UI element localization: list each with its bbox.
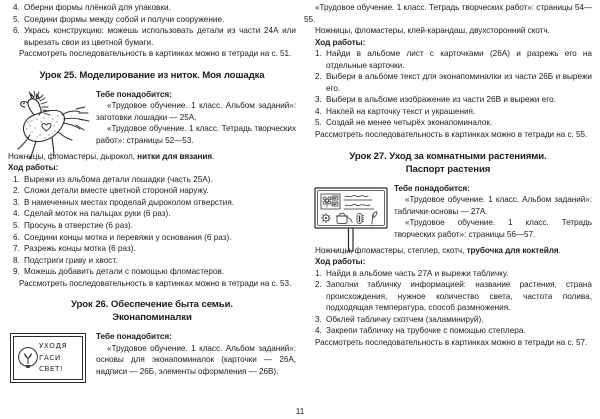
list-text: Оберни формы плёнкой для упаковки. [24, 3, 171, 12]
list-text: Найди в альбоме часть 27А и вырежи табличку. [326, 268, 509, 278]
list-number: 4. [315, 106, 322, 116]
lesson-27-materials: Ножницы, фломастеры, степлер, скотч, трубочка для коктейля. [315, 245, 561, 255]
need-heading: Тебе понадобится: [96, 89, 172, 99]
need-item: «Трудовое обучение. 1 класс. Альбом заданий»: основы для эконапоминалок (карточки — 26А, надписи — 26Б, элементы оформления — 26В). [96, 343, 296, 376]
list-number: 1. [13, 174, 20, 184]
list-number: 4. [315, 326, 322, 336]
need-heading: Тебе понадобится: [96, 332, 172, 342]
list-text: Подстриги гриву и хвост. [24, 255, 118, 265]
lesson-27-steps-heading: Ход работы: [315, 257, 366, 267]
lesson-26-materials-block [8, 331, 296, 393]
list-item [304, 268, 592, 280]
page-number: 11 [295, 407, 305, 416]
list-number: 1. [315, 49, 322, 59]
lesson-27-need-text [394, 183, 592, 241]
list-item [304, 325, 592, 337]
list-item [8, 232, 296, 244]
need-heading: Тебе понадобится: [394, 183, 470, 193]
plant-passport-sign-illustration [312, 185, 396, 253]
list-number: 9. [13, 267, 20, 277]
list-item [8, 2, 296, 14]
list-number: 7. [13, 244, 20, 254]
list-item [304, 48, 592, 71]
list-number: 3. [315, 95, 322, 105]
list-number: 8. [13, 255, 20, 265]
lesson-26-title-line1: Урок 26. Обеспечение быта семьи. [71, 299, 233, 311]
list-item [304, 279, 592, 314]
list-number: 6. [13, 232, 20, 242]
lesson-27-materials-block [304, 183, 592, 245]
list-number: 2. [315, 72, 322, 82]
list-text: Заполни табличку информацией: название растения, страна происхождения, нужное количество света, частота полива, подходящая температура, способ размножения. [326, 280, 592, 313]
list-number: 4. [13, 209, 20, 219]
list-number: 5. [13, 221, 20, 231]
list-number: 5. [13, 14, 20, 24]
list-item [8, 255, 296, 267]
list-text: Соедини формы между собой и получи сооружение. [24, 14, 225, 24]
list-item [8, 243, 296, 255]
lightbulb-icon [17, 345, 39, 373]
need-item: «Трудовое обучение. 1 класс. Тетрадь творческих работ»: страницы 54—55. [304, 3, 592, 24]
list-text: Разрежь концы мотка (6 раз). [24, 244, 136, 254]
list-text: Сделай моток на пальцах руки (6 раз). [24, 209, 171, 219]
eco-card-frame [10, 333, 86, 383]
list-text: Можешь добавить детали с помощью фломастеров. [24, 267, 225, 277]
list-number: 4. [13, 3, 20, 12]
list-text: Создай не менее четырёх эконапоминалок. [326, 118, 493, 128]
horse-yarn-illustration [10, 91, 94, 163]
list-item [8, 25, 296, 48]
list-text: Просунь в отверстие (6 раз). [24, 221, 133, 231]
list-text: Наклей на карточку текст и украшения. [326, 106, 476, 116]
lesson-26-note: Рассмотреть последовательность в картинках можно в тетради на с. 55. [315, 130, 588, 140]
list-item [8, 185, 296, 197]
list-text: Закрепи табличку на трубочке с помощью степлера. [326, 326, 526, 336]
list-item [304, 71, 592, 94]
lesson-25-need-text [96, 89, 296, 147]
list-item [304, 117, 592, 129]
lesson-25-steps-heading: Ход работы: [8, 163, 59, 173]
lesson-26-steps-heading: Ход работы: [315, 37, 366, 47]
list-number: 5. [315, 118, 322, 128]
list-item [8, 14, 296, 26]
list-text: Сложи детали вместе цветной стороной наружу. [24, 186, 209, 196]
lesson-27-title-line2: Паспорт растения [405, 163, 491, 175]
lesson-26-need-text [96, 331, 296, 377]
eco-reminder-card-illustration [10, 333, 86, 383]
lesson-27-note: Рассмотреть последовательность в картинках можно в тетради на с. 57. [315, 337, 588, 347]
need-item: «Трудовое обучение. 1 класс. Альбом заданий»: таблички-основы — 27А. [394, 195, 592, 216]
list-text: В намеченных местах проделай дыроколом отверстия. [24, 197, 235, 207]
lesson-26-materials: Ножницы, фломастеры, клей-карандаш, двухсторонний скотч. [315, 26, 550, 36]
list-item [304, 94, 592, 106]
list-number: 2. [13, 186, 20, 196]
list-text: Выбери в альбоме текст для эконапоминалки из части 26Б и вырежи его. [326, 72, 592, 93]
need-item: «Трудовое обучение. 1 класс. Альбом заданий»: заготовки лошадки — 25А. [96, 101, 296, 122]
list-text: Выбери в альбоме изображение из части 26В и вырежи его. [326, 95, 556, 105]
list-item [8, 220, 296, 232]
list-text: Обклей табличку скотчем (заламинируй). [326, 314, 484, 324]
list-number: 3. [315, 314, 322, 324]
note-paragraph: Рассмотреть последовательность в картинках можно в тетради на с. 51. [19, 49, 292, 59]
lesson-25-title: Урок 25. Моделирование из ниток. Моя лошадка [39, 69, 265, 81]
list-item [8, 208, 296, 220]
list-text: Найди в альбоме лист с карточками (26А) и разрежь его на отдельные карточки. [326, 49, 592, 70]
need-item: «Трудовое обучение. 1 класс. Тетрадь творческих работ»: страницы 56—57. [394, 218, 592, 239]
list-text: Вырежи из альбома детали лошадки (часть 25А). [24, 174, 213, 184]
list-number: 1. [315, 268, 322, 278]
list-item [304, 314, 592, 326]
need-item: «Трудовое обучение. 1 класс. Тетрадь творческих работ»: страницы 52—53. [96, 124, 296, 145]
eco-card-text: УХОДЯ ГАСИ СВЕТ! [39, 341, 68, 374]
lesson-25-note: Рассмотреть последовательность в картинках можно в тетради на с. 53. [19, 278, 292, 288]
list-text: Соедини концы мотка и перевяжи у основания (6 раз). [24, 232, 232, 242]
list-number: 2. [315, 280, 322, 290]
right-column [302, 2, 594, 400]
lesson-26-title-line2: Эконапоминалки [112, 312, 192, 324]
list-number: 6. [13, 26, 20, 36]
list-text: Укрась конструкцию: можешь использовать детали из части 24А или вырезать свои из цветной бумаги. [24, 26, 296, 47]
list-item [8, 197, 296, 209]
list-number: 3. [13, 197, 20, 207]
lesson-27-title-line1: Урок 27. Уход за комнатными растениями. [349, 150, 547, 162]
lesson-25-materials-block [8, 89, 296, 151]
left-column [6, 2, 298, 400]
list-item [8, 174, 296, 186]
list-item [304, 106, 592, 118]
lesson-25-materials: Ножницы, фломастеры, дырокол, нитки для вязания. [8, 151, 215, 161]
list-item [8, 266, 296, 278]
